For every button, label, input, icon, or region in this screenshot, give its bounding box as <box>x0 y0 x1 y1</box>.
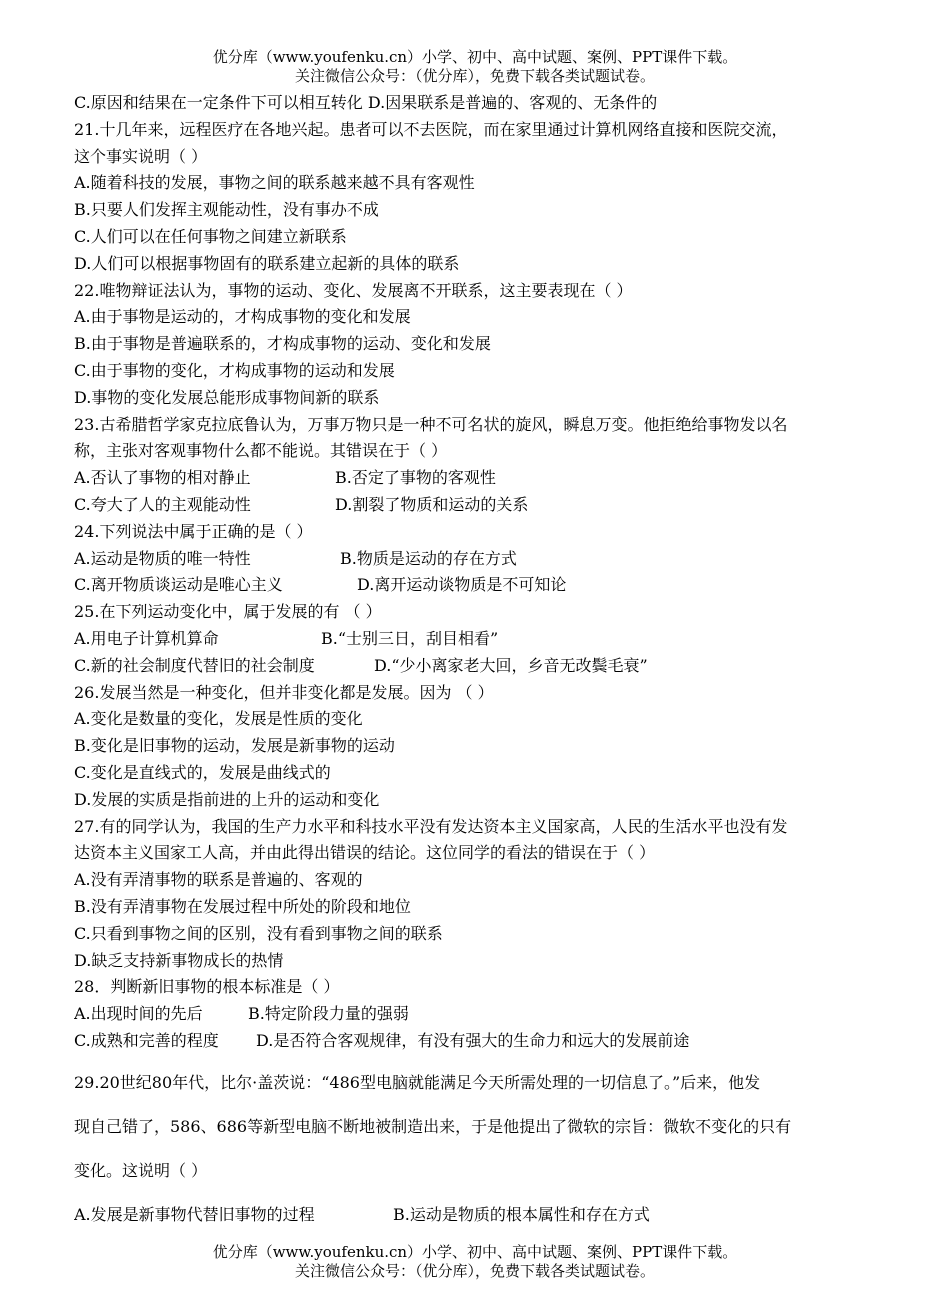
option-24-b: B.物质是运动的存在方式 <box>340 548 517 568</box>
options-25-cd <box>74 653 880 680</box>
question-29-stem-cont: 现自己错了，586、686等新型电脑不断地被制造出来，于是他提出了微软的宗旨：微软不变化的只有 <box>74 1116 792 1136</box>
footer-line-1: 优分库（www.youfenku.cn）小学、初中、高中试题、案例、PPT课件下载。 <box>212 1243 738 1261</box>
page-header <box>0 48 950 86</box>
option-26-d: D.发展的实质是指前进的上升的运动和变化 <box>74 789 380 809</box>
question-29-block <box>74 1061 880 1237</box>
option-24-d: D.离开运动谈物质是不可知论 <box>357 575 567 595</box>
option-25-d: D.“少小离家老大回，乡音无改鬓毛衰” <box>374 655 648 675</box>
option-29-a: A.发展是新事物代替旧事物的过程 <box>74 1204 315 1224</box>
header-line-2: 关注微信公众号：（优分库），免费下载各类试题试卷。 <box>294 67 655 85</box>
options-29-ab <box>74 1193 880 1237</box>
question-21-stem: 21.十几年来，远程医疗在各地兴起。患者可以不去医院，而在家里通过计算机网络直接和医院交流， <box>74 119 788 139</box>
option-24-c: C.离开物质谈运动是唯心主义 <box>74 575 283 595</box>
question-29-stem-end: 变化。这说明（ ） <box>74 1160 208 1180</box>
option-26-a: A.变化是数量的变化，发展是性质的变化 <box>74 709 363 729</box>
option-23-c: C.夸大了人的主观能动性 <box>74 494 251 514</box>
option-23-d: D.割裂了物质和运动的关系 <box>335 494 529 514</box>
question-27-stem: 27.有的同学认为，我国的生产力水平和科技水平没有发达资本主义国家高，人民的生活水平也没有发 <box>74 816 788 836</box>
option-27-a: A.没有弄清事物的联系是普遍的、客观的 <box>74 870 363 890</box>
option-29-b: B.运动是物质的根本属性和存在方式 <box>393 1204 650 1224</box>
option-21-c: C.人们可以在任何事物之间建立新联系 <box>74 226 347 246</box>
option-27-b: B.没有弄清事物在发展过程中所处的阶段和地位 <box>74 896 411 916</box>
option-28-d: D.是否符合客观规律，有没有强大的生命力和远大的发展前途 <box>256 1030 690 1050</box>
option-23-a: A.否认了事物的相对静止 <box>74 468 251 488</box>
option-22-b: B.由于事物是普遍联系的，才构成事物的运动、变化和发展 <box>74 334 491 354</box>
options-24-ab <box>74 546 880 573</box>
option-22-a: A.由于事物是运动的，才构成事物的变化和发展 <box>74 307 411 327</box>
options-24-cd <box>74 572 880 599</box>
option-26-b: B.变化是旧事物的运动，发展是新事物的运动 <box>74 736 395 756</box>
footer-line-2: 关注微信公众号：（优分库），免费下载各类试题试卷。 <box>294 1262 655 1280</box>
question-26-stem: 26.发展当然是一种变化，但并非变化都是发展。因为 （ ） <box>74 682 494 702</box>
option-27-d: D.缺乏支持新事物成长的热情 <box>74 950 284 970</box>
header-line-1: 优分库（www.youfenku.cn）小学、初中、高中试题、案例、PPT课件下载。 <box>212 48 738 66</box>
option-22-c: C.由于事物的变化，才构成事物的运动和发展 <box>74 360 395 380</box>
page-footer <box>0 1243 950 1281</box>
options-25-ab <box>74 626 880 653</box>
question-24-stem: 24.下列说法中属于正确的是（ ） <box>74 521 313 541</box>
question-23-stem: 23.古希腊哲学家克拉底鲁认为，万事万物只是一种不可名状的旋风，瞬息万变。他拒绝给事物发以名 <box>74 414 788 434</box>
option-21-d: D.人们可以根据事物固有的联系建立起新的具体的联系 <box>74 253 460 273</box>
text-line: C.原因和结果在一定条件下可以相互转化 D.因果联系是普遍的、客观的、无条件的 <box>74 93 658 112</box>
option-25-b: B.“士别三日，刮目相看” <box>321 628 499 648</box>
option-21-a: A.随着科技的发展，事物之间的联系越来越不具有客观性 <box>74 173 475 193</box>
question-25-stem: 25.在下列运动变化中，属于发展的有 （ ） <box>74 602 382 622</box>
question-23-stem-cont: 称，主张对客观事物什么都不能说。其错误在于（ ） <box>74 441 448 461</box>
option-22-d: D.事物的变化发展总能形成事物间新的联系 <box>74 387 380 407</box>
option-25-c: C.新的社会制度代替旧的社会制度 <box>74 655 315 675</box>
question-28-stem: 28．判断新旧事物的根本标准是（ ） <box>74 977 340 997</box>
options-28-ab <box>74 1001 880 1028</box>
option-28-c: C.成熟和完善的程度 <box>74 1030 219 1050</box>
option-26-c: C.变化是直线式的，发展是曲线式的 <box>74 762 331 782</box>
option-21-b: B.只要人们发挥主观能动性，没有事办不成 <box>74 200 379 220</box>
question-content <box>74 90 880 1237</box>
option-23-b: B.否定了事物的客观性 <box>335 468 496 488</box>
option-28-a: A.出现时间的先后 <box>74 1004 203 1024</box>
options-23-cd <box>74 492 880 519</box>
question-29-stem: 29.20世纪80年代，比尔·盖茨说：“486型电脑就能满足今天所需处理的一切信息了。”后来，他发 <box>74 1072 761 1092</box>
question-21-stem-cont: 这个事实说明（ ） <box>74 146 208 166</box>
options-23-ab <box>74 465 880 492</box>
question-27-stem-cont: 达资本主义国家工人高，并由此得出错误的结论。这位同学的看法的错误在于（ ） <box>74 843 656 863</box>
option-25-a: A.用电子计算机算命 <box>74 628 219 648</box>
option-24-a: A.运动是物质的唯一特性 <box>74 548 251 568</box>
option-28-b: B.特定阶段力量的强弱 <box>248 1004 409 1024</box>
question-22-stem: 22.唯物辩证法认为，事物的运动、变化、发展离不开联系，这主要表现在（ ） <box>74 280 633 300</box>
option-27-c: C.只看到事物之间的区别，没有看到事物之间的联系 <box>74 923 443 943</box>
options-28-cd <box>74 1028 880 1055</box>
